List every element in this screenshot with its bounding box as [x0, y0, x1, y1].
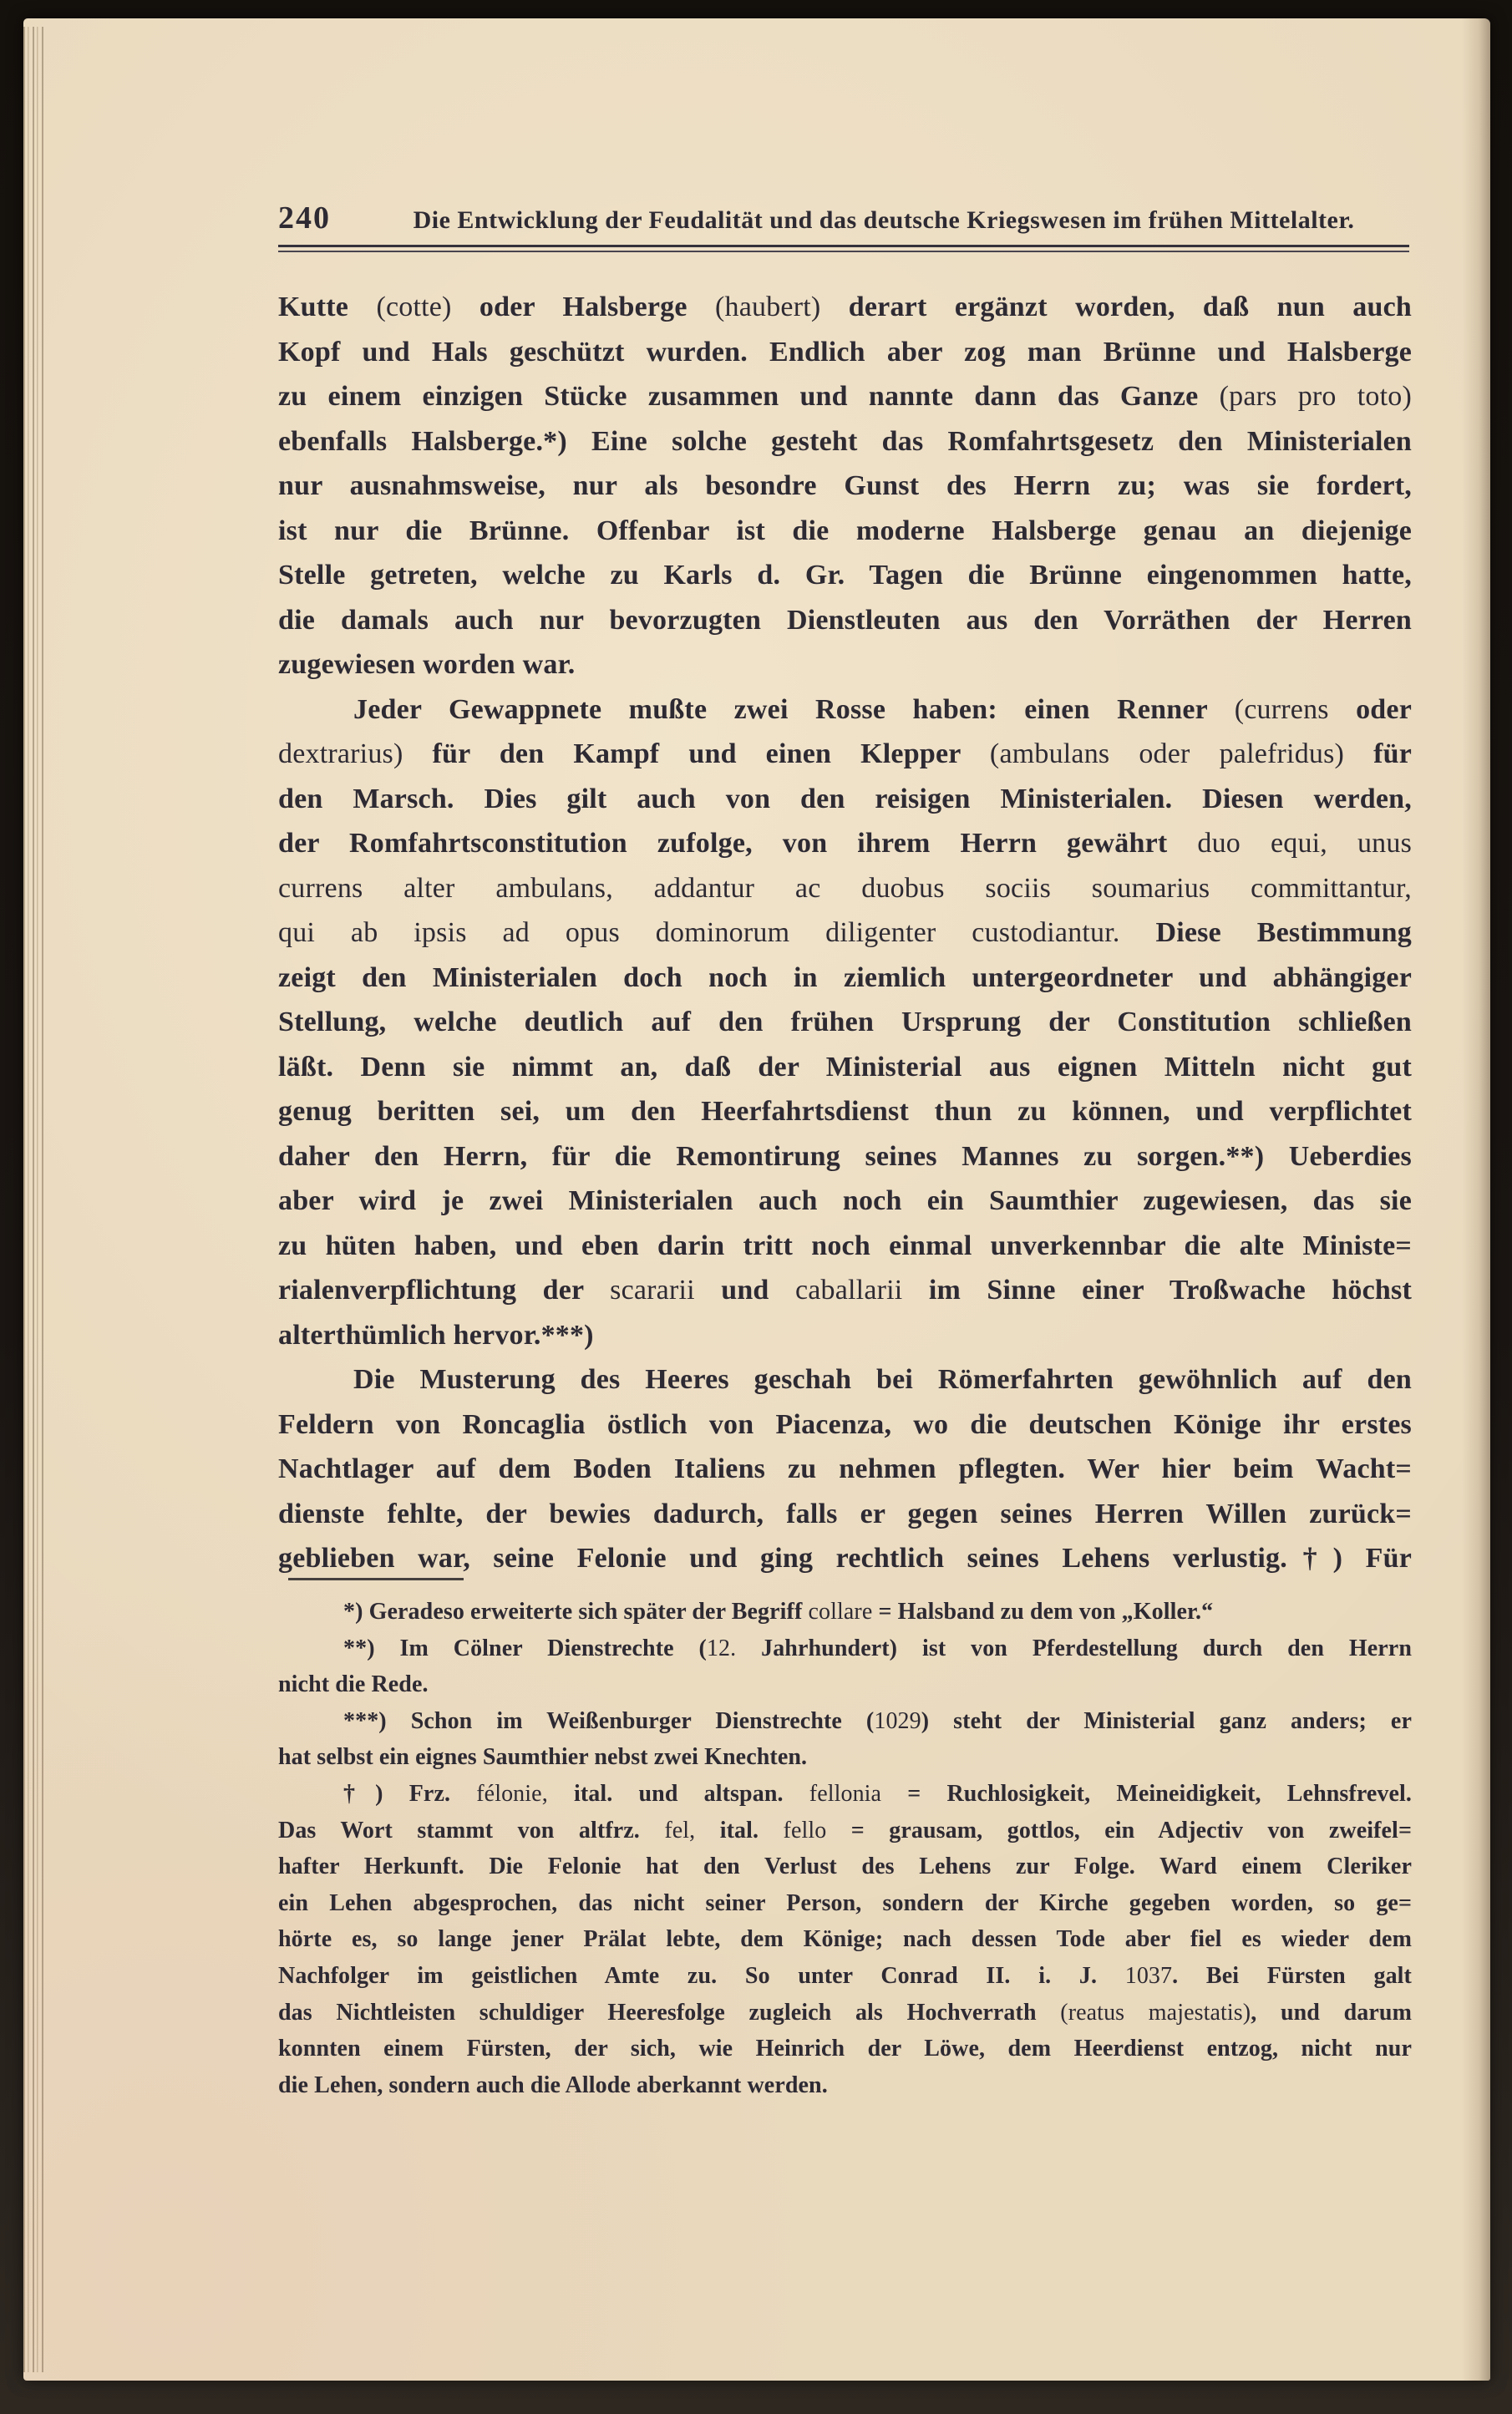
text-line: dextrarius) für den Kampf und einen Klepper (ambulans oder palefridus) für — [278, 738, 1412, 769]
text-line: der Romfahrtsconstitution zufolge, von ihrem Herrn gewährt duo equi, unus — [278, 828, 1413, 859]
text-line: genug beritten sei, um den Heerfahrtsdienst thun zu können, und verpflichtet — [278, 1096, 1412, 1127]
running-header — [278, 195, 1412, 241]
text-line: das Nichtleisten schuldiger Heeresfolge zugleich als Hochverrath (reatus majestatis), und darum — [278, 1999, 1412, 2026]
book-page — [23, 18, 1490, 2381]
text-line: konnten einem Fürsten, der sich, wie Heinrich der Löwe, dem Heerdienst entzog, nicht nur — [278, 2036, 1412, 2062]
text-line: Das Wort stammt von altfrz. fel, ital. fello = grausam, gottlos, ein Adjectiv von zweifel= — [278, 1817, 1412, 1843]
text-line: rialenverpflichtung der scararii und caballarii im Sinne einer Troßwache höchst — [278, 1275, 1412, 1306]
text-line: alterthümlich hervor.***) — [278, 1319, 594, 1351]
text-line: aber wird je zwei Ministerialen auch noch ein Saumthier zugewiesen, das sie — [278, 1185, 1412, 1216]
text-line: ***) Schon im Weißenburger Dienstrechte (1029) steht der Ministerial ganz anders; er — [343, 1707, 1412, 1734]
text-line: die Lehen, sondern auch die Allode aberkannt werden. — [278, 2072, 828, 2098]
text-line: nicht die Rede. — [278, 1671, 429, 1698]
text-line: Nachfolger im geistlichen Amte zu. So unter Conrad II. i. J. 1037. Bei Fürsten galt — [278, 1962, 1412, 1989]
text-line: Die Musterung des Heeres geschah bei Römerfahrten gewöhnlich auf den — [353, 1364, 1412, 1395]
antiqua-term: félonie, — [476, 1780, 548, 1807]
text-line: geblieben war, seine Felonie und ging rechtlich seines Lehens verlustig.†) Für — [278, 1543, 1412, 1574]
text-line: hafter Herkunft. Die Felonie hat den Verlust des Lehens zur Folge. Ward einem Cleriker — [278, 1854, 1412, 1880]
antiqua-term: currens alter ambulans, addantur ac duobus sociis soumarius committantur, — [278, 872, 1412, 904]
text-line: nur ausnahmsweise, nur als besondre Gunst des Herrn zu; was sie fordert, — [278, 470, 1412, 501]
text-line: zeigt den Ministerialen doch noch in ziemlich untergeordneter und abhängiger — [278, 961, 1412, 993]
text-line: dienste fehlte, der bewies dadurch, falls er gegen seines Herren Willen zurück= — [278, 1498, 1412, 1529]
antiqua-term: fello — [783, 1817, 827, 1843]
text-line: Feldern von Roncaglia östlich von Piacenza, wo die deutschen Könige ihr erstes — [278, 1408, 1412, 1440]
antiqua-term: 1037 — [1124, 1962, 1173, 1989]
text-line: **) Im Cölner Dienstrechte (12. Jahrhundert) ist von Pferdestellung durch den Herrn — [343, 1635, 1412, 1661]
text-line: ein Lehen abgesprochen, das nicht seiner Person, sondern der Kirche gegeben worden, so ge= — [278, 1889, 1412, 1916]
antiqua-term: fel, — [664, 1817, 696, 1843]
text-line: zu hüten haben, und eben darin tritt noch einmal unverkennbar die alte Ministe= — [278, 1230, 1412, 1261]
text-line: Stelle getreten, welche zu Karls d. Gr. Tagen die Brünne eingenommen hatte, — [278, 560, 1412, 591]
text-line: qui ab ipsis ad opus dominorum diligenter custodiantur. Diese Bestimmung — [278, 917, 1412, 948]
antiqua-term: (pars pro toto) — [1219, 381, 1412, 412]
antiqua-term: scararii — [610, 1275, 695, 1306]
antiqua-term: (cotte) — [376, 292, 452, 322]
text-line — [278, 866, 1412, 911]
text-line: hörte es, so lange jener Prälat lebte, dem Könige; nach dessen Tode aber fiel es wieder dem — [278, 1926, 1412, 1953]
header-double-rule — [278, 245, 1409, 252]
footnote-separator-rule — [288, 1578, 464, 1580]
text-line: Nachtlager auf dem Boden Italiens zu nehmen pflegten. Wer hier beim Wacht= — [278, 1453, 1412, 1484]
text-line: Kutte (cotte) oder Halsberge (haubert) derart ergänzt worden, daß nun auch — [278, 292, 1413, 322]
text-line: daher den Herrn, für die Remontirung seines Mannes zu sorgen.**) Ueberdies — [278, 1140, 1412, 1172]
page-number: 240 — [278, 200, 331, 236]
text-line: zu einem einzigen Stücke zusammen und nannte dann das Ganze (pars pro toto) — [278, 381, 1412, 412]
text-line: läßt. Denn sie nimmt an, daß der Ministerial aus eignen Mitteln nicht gut — [278, 1051, 1412, 1083]
antiqua-term: qui ab ipsis ad opus dominorum diligenter custodiantur. — [278, 917, 1120, 948]
antiqua-term: (haubert) — [715, 292, 821, 322]
text-line: den Marsch. Dies gilt auch von den reisigen Ministerialen. Diesen werden, — [278, 783, 1412, 814]
text-line: *) Geradeso erweiterte sich später der Begriff collare = Halsband zu dem von „Koller.“ — [343, 1599, 1214, 1625]
antiqua-term: fellonia — [809, 1780, 882, 1807]
text-line: ebenfalls Halsberge.*) Eine solche gesteht das Romfahrtsgesetz den Ministerialen — [278, 425, 1412, 457]
antiqua-term: duo equi, unus — [1197, 828, 1413, 859]
text-line: die damals auch nur bevorzugten Dienstleuten aus den Vorräthen der Herren — [278, 604, 1412, 636]
text-line: Stellung, welche deutlich auf den frühen Ursprung der Constitution schließen — [278, 1007, 1412, 1037]
antiqua-term: 1029 — [874, 1707, 921, 1734]
text-line: †) Frz. félonie, ital. und altspan. fellonia = Ruchlosigkeit, Meineidigkeit, Lehnsfrevel. — [343, 1780, 1413, 1807]
footnotes — [278, 1594, 1412, 2103]
antiqua-term: (ambulans oder palefridus) — [989, 738, 1345, 769]
text-line: ist nur die Brünne. Offenbar ist die moderne Halsberge genau an diejenige — [278, 515, 1412, 546]
text-line: zugewiesen worden war. — [278, 649, 576, 680]
page-stack-edges — [23, 27, 43, 2372]
antiqua-term: collare — [808, 1599, 873, 1625]
text-line: hat selbst ein eignes Saumthier nebst zwei Knechten. — [278, 1744, 808, 1771]
text-line: Jeder Gewappnete mußte zwei Rosse haben: einen Renner (currens oder — [353, 693, 1412, 725]
running-title: Die Entwicklung der Feudalität und das deutsche Kriegswesen im frühen Mittelalter. — [413, 206, 1355, 234]
antiqua-term: 12. — [706, 1635, 737, 1661]
antiqua-term: (reatus majestatis) — [1060, 1999, 1251, 2026]
antiqua-term: dextrarius) — [278, 738, 403, 769]
text-line: Kopf und Hals geschützt wurden. Endlich aber zog man Brünne und Halsberge — [278, 336, 1412, 368]
body-text — [278, 285, 1412, 1581]
antiqua-term: caballarii — [794, 1275, 903, 1306]
antiqua-term: (currens — [1234, 693, 1329, 725]
